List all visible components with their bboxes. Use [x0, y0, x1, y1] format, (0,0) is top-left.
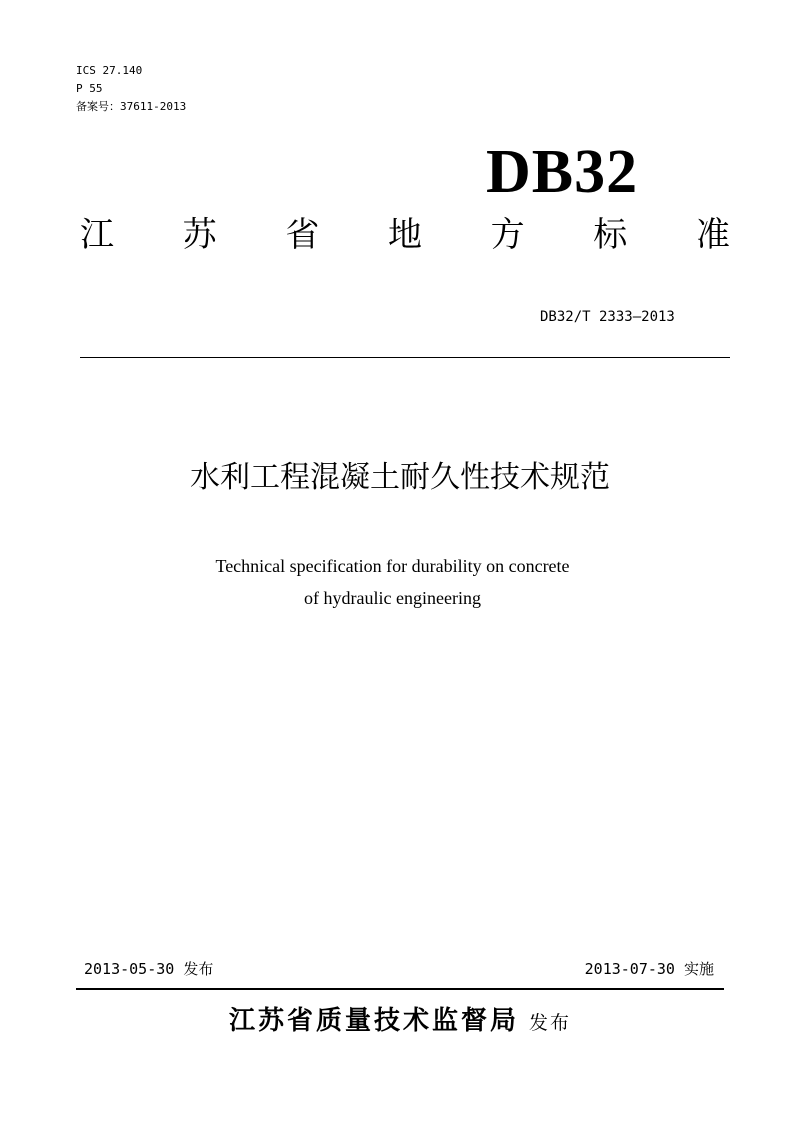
- title-chinese: 水利工程混凝土耐久性技术规范: [190, 460, 610, 495]
- standard-type-char: 省: [285, 214, 320, 255]
- issuer-name: 江苏省质量技术监督局: [228, 1006, 519, 1036]
- issuer-line: [0, 1000, 800, 1037]
- standard-type-char: 标: [593, 214, 628, 255]
- bottom-divider: [76, 988, 724, 990]
- standard-type-heading: [80, 206, 730, 256]
- title-english-line-1: Technical specification for durability on concrete: [215, 556, 570, 576]
- issue-date: 2013-05-30 发布: [84, 960, 214, 978]
- ccs-code: P 55: [76, 82, 103, 95]
- title-english: [0, 550, 785, 614]
- implementation-date: 2013-07-30 实施: [584, 960, 714, 978]
- ics-code: ICS 27.140: [76, 64, 143, 77]
- standard-type-char: 江: [80, 214, 114, 255]
- standard-number: DB32/T 2333—2013: [540, 309, 675, 325]
- top-divider: [80, 357, 730, 358]
- standard-type-char: 地: [387, 214, 422, 255]
- standard-type-char: 准: [695, 214, 730, 255]
- standard-type-char: 苏: [182, 214, 217, 255]
- standard-code-logo: DB32: [486, 138, 639, 206]
- record-number: 备案号：37611-2013: [76, 100, 187, 113]
- title-english-line-2: of hydraulic engineering: [304, 588, 481, 608]
- issuer-action: 发布: [529, 1012, 572, 1034]
- classification-block: [76, 62, 186, 116]
- standard-type-char: 方: [490, 214, 525, 255]
